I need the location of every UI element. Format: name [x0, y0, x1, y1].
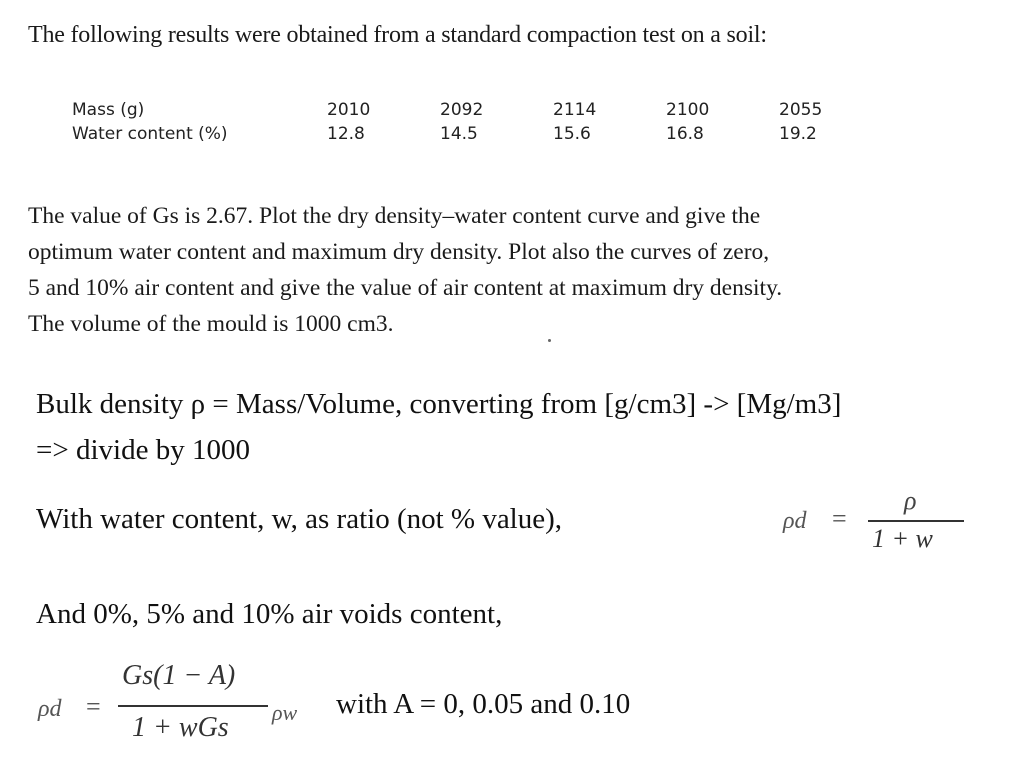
bulk-density-note: Bulk density ρ = Mass/Volume, converting from [g/cm3] -> [Mg/m3] — [36, 388, 842, 420]
table-cell: 14.5 — [440, 124, 478, 144]
formula-lhs: ρd — [783, 508, 807, 534]
table-cell: 16.8 — [666, 124, 704, 144]
table-cell: 19.2 — [779, 124, 817, 144]
paragraph-line: 5 and 10% air content and give the value of air content at maximum dry density. — [28, 275, 783, 301]
table-cell: 2100 — [666, 100, 710, 120]
table-cell: 2092 — [440, 100, 484, 120]
formula-denominator: 1 + wGs — [132, 712, 229, 743]
formula-equals: = — [832, 504, 847, 533]
formula-lhs: ρd — [38, 696, 62, 722]
with-A-values-note: with A = 0, 0.05 and 0.10 — [336, 688, 631, 720]
table-cell: 2114 — [553, 100, 597, 120]
table-cell: 15.6 — [553, 124, 591, 144]
paragraph-line: The value of Gs is 2.67. Plot the dry density–water content curve and give the — [28, 203, 761, 229]
table-cell: 12.8 — [327, 124, 365, 144]
paragraph-line: The volume of the mould is 1000 cm3. — [28, 311, 394, 337]
formula-equals: = — [86, 692, 101, 721]
divide-note: => divide by 1000 — [36, 434, 250, 466]
table-cell: 2010 — [327, 100, 371, 120]
formula-denominator: 1 + w — [872, 524, 933, 553]
problem-paragraph — [28, 198, 1008, 342]
fraction-bar — [118, 705, 268, 707]
formula-trailing: ρw — [272, 700, 298, 725]
water-content-note: With water content, w, as ratio (not % value), — [36, 503, 563, 535]
table-cell: 2055 — [779, 100, 823, 120]
fraction-bar — [868, 520, 964, 522]
stray-dot — [548, 339, 551, 342]
formula-numerator: Gs(1 − A) — [122, 660, 236, 691]
row-label: Water content (%) — [72, 124, 228, 144]
paragraph-line: optimum water content and maximum dry density. Plot also the curves of zero, — [28, 239, 770, 265]
row-label: Mass (g) — [72, 100, 145, 120]
formula-numerator: ρ — [904, 486, 917, 515]
air-voids-note: And 0%, 5% and 10% air voids content, — [36, 598, 503, 630]
problem-intro: The following results were obtained from a standard compaction test on a soil: — [28, 22, 767, 48]
